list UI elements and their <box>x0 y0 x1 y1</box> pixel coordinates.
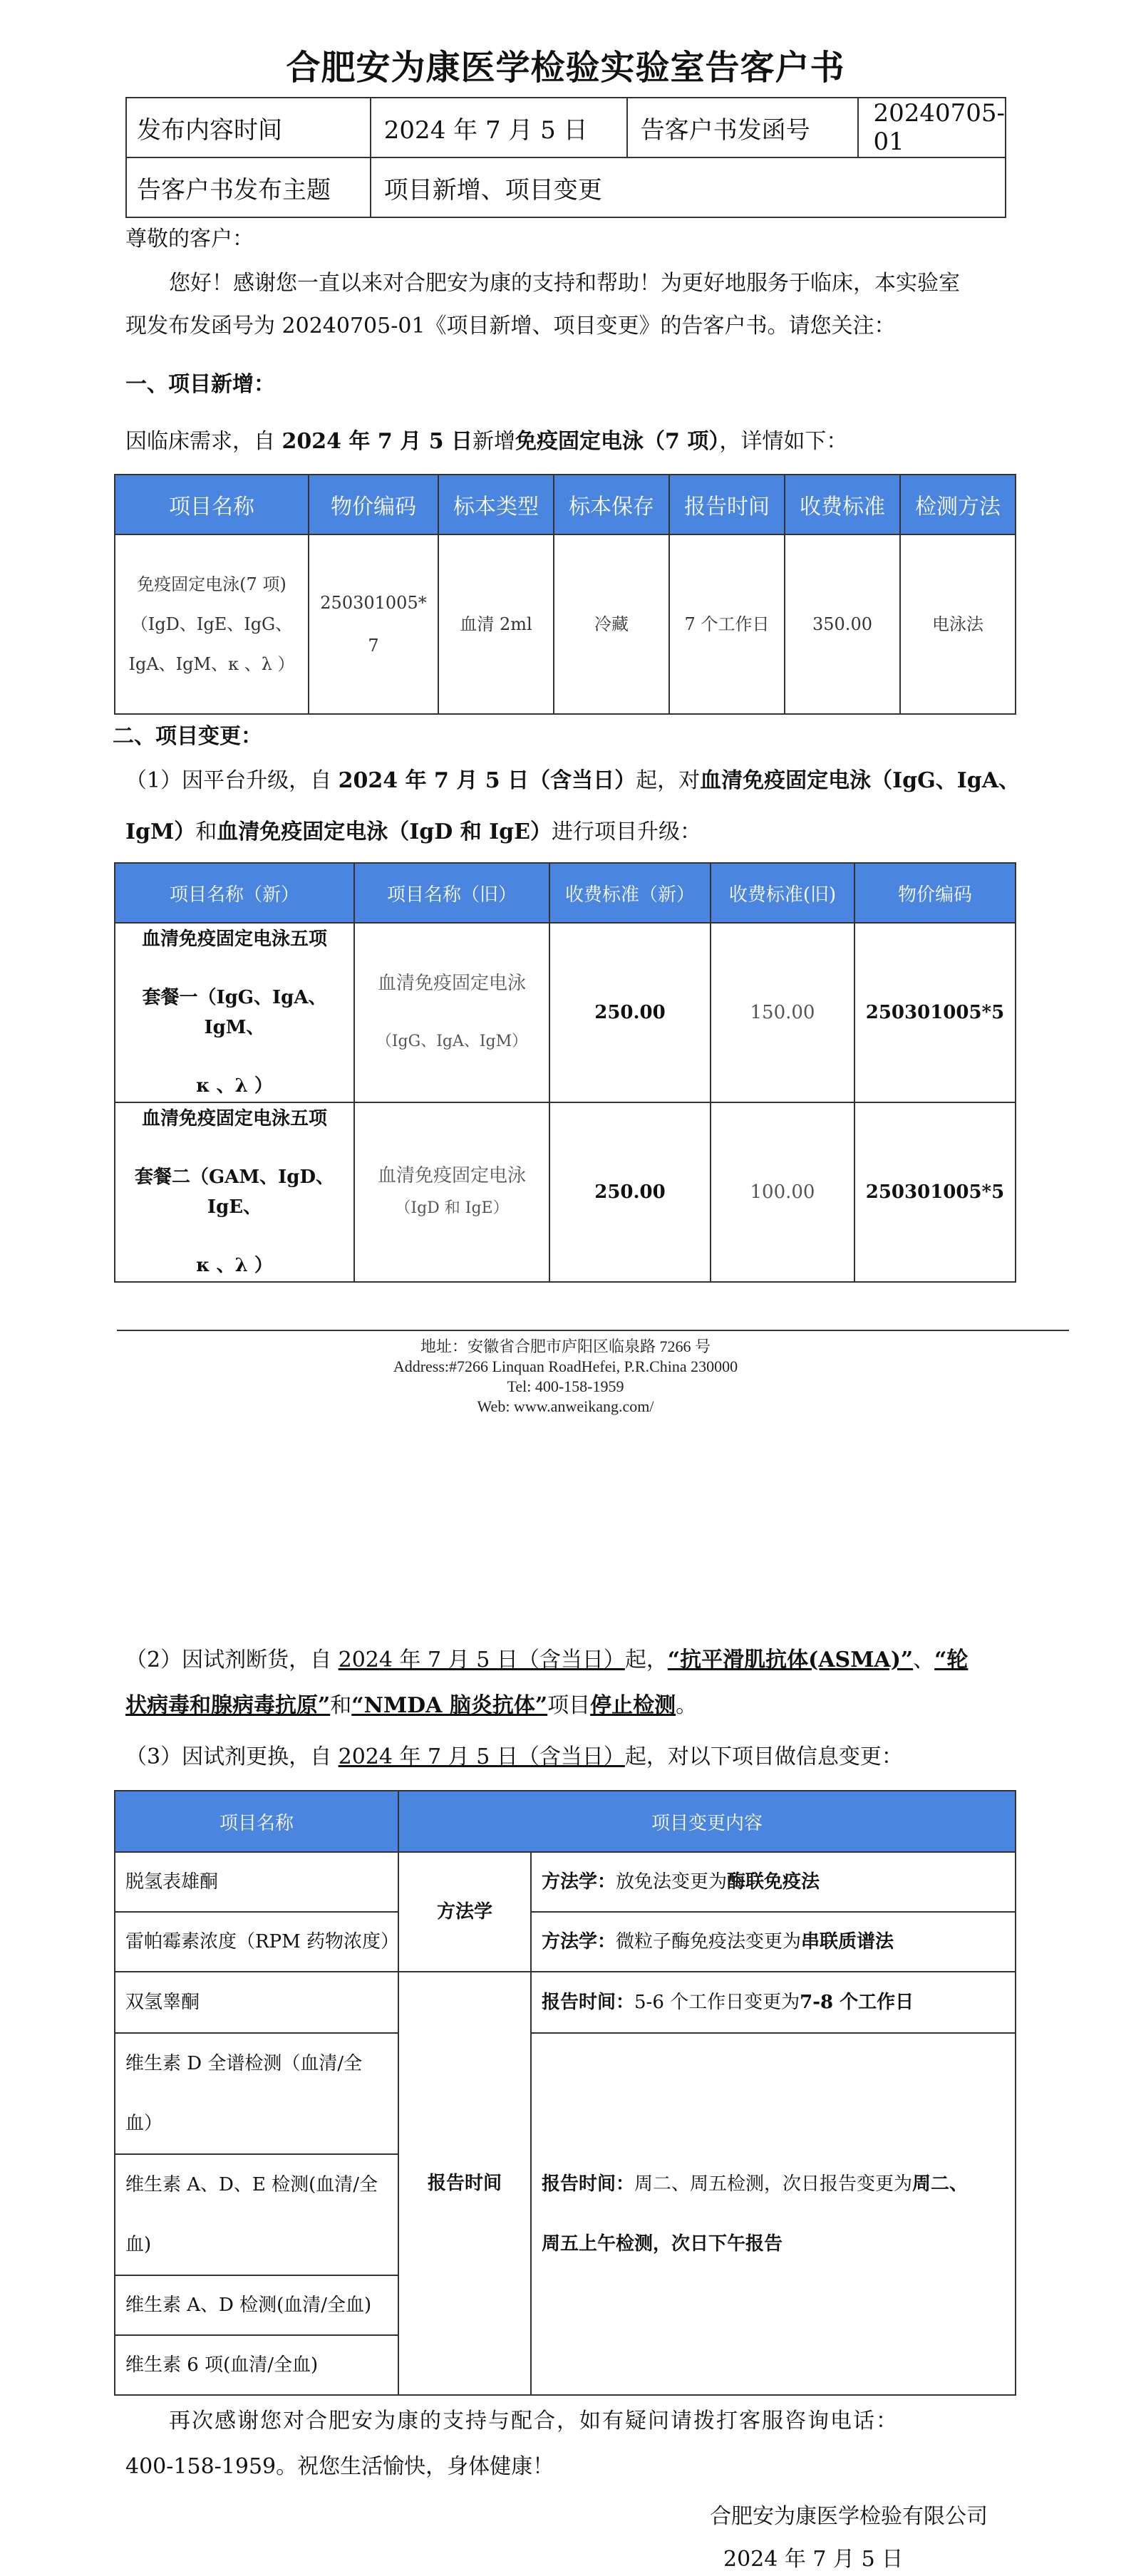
specimen-type-cell: 血清 2ml <box>438 534 554 714</box>
item-name-cell: 维生素 A、D 检测(血清/全血) <box>115 2275 398 2335</box>
method-cell: 电泳法 <box>900 534 1016 714</box>
category-method-cell: 方法学 <box>398 1852 531 1972</box>
company-signature: 合肥安为康医学检验有限公司 <box>710 2504 988 2529</box>
topic-label: 告客户书发布主题 <box>126 157 371 217</box>
col-fee: 收费标准 <box>785 475 900 534</box>
section-1-heading: 一、项目新增： <box>125 372 275 397</box>
col-specimen-storage: 标本保存 <box>554 475 669 534</box>
col-price-code: 物价编码 <box>854 863 1016 923</box>
item-name-cell: 双氢睾酮 <box>115 1972 398 2033</box>
intro-line-1: 您好！感谢您一直以来对合肥安为康的支持和帮助！为更好地服务于临床，本实验室 <box>169 271 960 296</box>
footer-divider <box>117 1330 1069 1331</box>
table-row <box>115 1912 1016 1972</box>
info-change-header-row <box>115 1791 1016 1852</box>
table-row <box>115 923 1016 1102</box>
section-2-para-2-line-2: 状病毒和腺病毒抗原”和“NMDA 脑炎抗体”项目停止检测。 <box>125 1693 698 1718</box>
change-report-2: 报告时间：周二、周五检测，次日报告变更为周二、 周五上午检测，次日下午报告 <box>531 2033 1016 2395</box>
change-method-1: 方法学：放免法变更为酶联免疫法 <box>531 1852 1016 1912</box>
col-old-fee: 收费标准(旧) <box>711 863 854 923</box>
section-2-para-3: （3）因试剂更换，自 2024 年 7 月 5 日（含当日）起，对以下项目做信息变更： <box>125 1744 903 1769</box>
new-name-cell: 血清免疫固定电泳五项 套餐一（IgG、IgA、IgM、 κ 、λ ） <box>115 923 354 1102</box>
section-2-heading: 二、项目变更： <box>113 724 262 749</box>
new-items-table <box>114 474 1016 715</box>
table-row <box>115 534 1016 714</box>
change-method-2: 方法学：微粒子酶免疫法变更为串联质谱法 <box>531 1912 1016 1972</box>
category-report-cell: 报告时间 <box>398 1972 531 2395</box>
table-row <box>115 1972 1016 2033</box>
letter-number-label: 告客户书发函号 <box>627 98 859 157</box>
intro-line-2: 现发布发函号为 20240705-01《项目新增、项目变更》的告客户书。请您关注： <box>125 314 896 338</box>
report-time-cell: 7 个工作日 <box>669 534 785 714</box>
price-code-cell: 250301005* 7 <box>309 534 438 714</box>
section-2-para-2-line-1: （2）因试剂断货，自 2024 年 7 月 5 日（含当日）起，“抗平滑肌抗体(ASMA)”、“轮 <box>125 1647 969 1672</box>
new-name-cell: 血清免疫固定电泳五项 套餐二（GAM、IgD、IgE、 κ 、λ ） <box>115 1102 354 1282</box>
col-old-name: 项目名称（旧） <box>354 863 549 923</box>
closing-line-1: 再次感谢您对合肥安为康的支持与配合，如有疑问请拨打客服咨询电话： <box>169 2409 899 2433</box>
item-name-cell: 雷帕霉素浓度（RPM 药物浓度） <box>115 1912 398 1972</box>
upgrade-items-table <box>114 862 1016 1283</box>
col-method: 检测方法 <box>900 475 1016 534</box>
section-1-description: 因临床需求，自 2024 年 7 月 5 日新增免疫固定电泳（7 项），详情如下： <box>125 429 848 454</box>
table-row <box>115 2033 1016 2154</box>
signature-date: 2024 年 7 月 5 日 <box>723 2547 904 2572</box>
old-name-cell: 血清免疫固定电泳 （IgD 和 IgE） <box>354 1102 549 1282</box>
change-report-1: 报告时间：5-6 个工作日变更为7-8 个工作日 <box>531 1972 1016 2033</box>
section-2-para-1-line-1: （1）因平台升级，自 2024 年 7 月 5 日（含当日）起，对血清免疫固定电泳（IgG、IgA、 <box>125 768 1021 793</box>
col-new-fee: 收费标准（新） <box>549 863 711 923</box>
fee-cell: 350.00 <box>785 534 900 714</box>
col-price-code: 物价编码 <box>309 475 438 534</box>
item-name-cell: 维生素 D 全谱检测（血清/全 血） <box>115 2033 398 2154</box>
footer-address-cn: 地址：安徽省合肥市庐阳区临泉路 7266 号 <box>420 1338 711 1355</box>
col-item-name: 项目名称 <box>115 1791 398 1852</box>
header-info-table <box>125 97 1006 218</box>
footer-address-en: Address:#7266 Linquan RoadHefei, P.R.China 230000 <box>393 1357 738 1375</box>
date-label: 发布内容时间 <box>126 98 371 157</box>
table-row <box>115 1102 1016 1282</box>
old-name-cell: 血清免疫固定电泳 （IgG、IgA、IgM） <box>354 923 549 1102</box>
closing-line-2: 400-158-1959。祝您生活愉快，身体健康！ <box>125 2454 554 2479</box>
old-fee-cell: 150.00 <box>711 923 854 1102</box>
col-new-name: 项目名称（新） <box>115 863 354 923</box>
new-fee-cell: 250.00 <box>549 923 711 1102</box>
info-change-table <box>114 1790 1016 2396</box>
footer-web: Web: www.anweikang.com/ <box>477 1397 654 1415</box>
item-name-cell: 免疫固定电泳(7 项) （IgD、IgE、IgG、 IgA、IgM、κ 、λ ） <box>115 534 309 714</box>
item-name-cell: 维生素 A、D、E 检测(血清/全 血) <box>115 2154 398 2275</box>
greeting: 尊敬的客户： <box>125 227 254 252</box>
specimen-storage-cell: 冷藏 <box>554 534 669 714</box>
price-code-cell: 250301005*5 <box>854 923 1016 1102</box>
letter-number-value: 20240705-01 <box>858 98 1006 157</box>
item-name-cell: 维生素 6 项(血清/全血) <box>115 2335 398 2395</box>
col-item-name: 项目名称 <box>115 475 309 534</box>
old-fee-cell: 100.00 <box>711 1102 854 1282</box>
footer-tel: Tel: 400-158-1959 <box>507 1377 624 1395</box>
col-report-time: 报告时间 <box>669 475 785 534</box>
item-name-cell: 脱氢表雄酮 <box>115 1852 398 1912</box>
new-items-header-row <box>115 475 1016 534</box>
page-title: 合肥安为康医学检验实验室告客户书 <box>286 48 845 88</box>
price-code-cell: 250301005*5 <box>854 1102 1016 1282</box>
col-specimen-type: 标本类型 <box>438 475 554 534</box>
date-value: 2024 年 7 月 5 日 <box>371 98 627 157</box>
new-fee-cell: 250.00 <box>549 1102 711 1282</box>
topic-value: 项目新增、项目变更 <box>371 157 1006 217</box>
upgrade-header-row <box>115 863 1016 923</box>
table-row <box>115 1852 1016 1912</box>
section-2-para-1-line-2: IgM）和血清免疫固定电泳（IgD 和 IgE）进行项目升级： <box>125 819 702 844</box>
col-change-content: 项目变更内容 <box>398 1791 1016 1852</box>
